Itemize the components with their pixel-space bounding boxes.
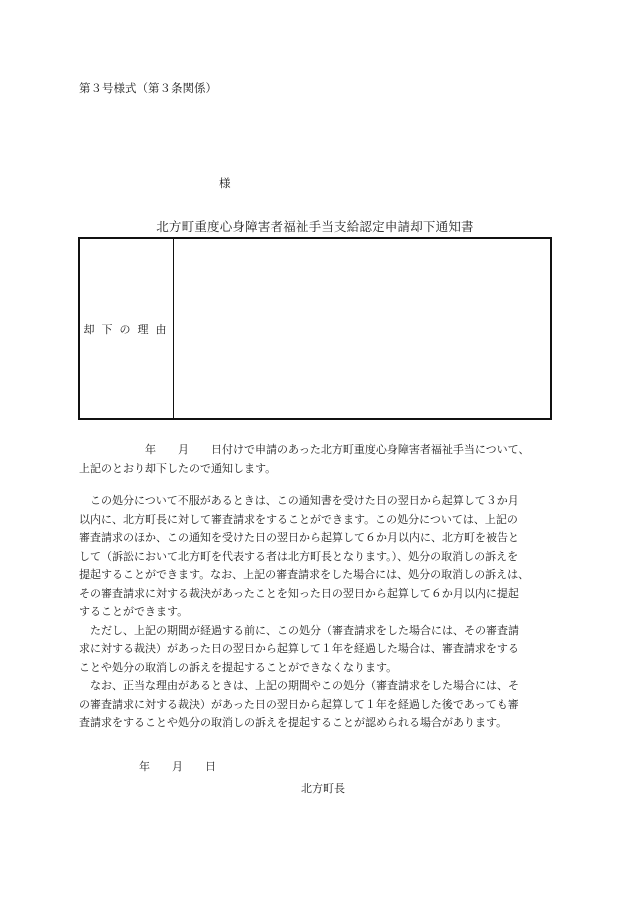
instruction-line: して（訴訟において北方町を代表する者は北方町長となります。）、処分の取消しの訴えを	[79, 549, 519, 563]
appeal-instructions	[79, 492, 557, 733]
instruction-line: この処分について不服があるときは、この通知書を受けた日の翌日から起算して３か月	[79, 494, 519, 507]
addressee-suffix: 様	[219, 176, 231, 190]
instruction-line: 以内に、北方町長に対して審査請求をすることができます。この処分については、上記の	[79, 512, 518, 526]
instruction-line: 求に対する裁決）があった日の翌日から起算して１年を経過した場合は、審査請求をする	[79, 642, 519, 655]
rejection-reason-value	[174, 239, 550, 418]
issue-date: 年 月 日	[139, 760, 216, 773]
issuer-name: 北方町長	[301, 782, 345, 795]
notice-line: 年 月 日付けで申請のあった北方町重度心身障害者福祉手当について、	[79, 443, 530, 456]
instruction-line: なお、正当な理由があるときは、上記の期間やこの処分（審査請求をした場合には、そ	[79, 679, 519, 692]
notice-paragraph	[79, 441, 557, 478]
form-number: 第３号様式（第３条関係）	[79, 81, 217, 95]
instruction-line: その審査請求に対する裁決があったことを知った日の翌日から起算して６か月以内に提起	[79, 586, 519, 600]
rejection-reason-table	[78, 237, 552, 420]
document-title: 北方町重度心身障害者福祉手当支給認定申請却下通知書	[156, 219, 474, 234]
instruction-line: ことや処分の取消しの訴えを提起することができなくなります。	[79, 660, 398, 674]
instruction-line: 査請求をすることや処分の取消しの訴えを提起することが認められる場合があります。	[79, 716, 508, 729]
instruction-line: 提起することができます。なお、上記の審査請求をした場合には、処分の取消しの訴えは、	[79, 568, 530, 581]
instruction-line: の審査請求に対する裁決）があった日の翌日から起算して１年を経過した後であっても審	[79, 697, 519, 711]
rejection-reason-label: 却下の理由	[80, 239, 174, 418]
instruction-line: 審査請求のほか、この通知を受けた日の翌日から起算して６か月以内に、北方町を被告と	[79, 531, 519, 544]
instruction-line: することができます。	[79, 605, 189, 618]
notice-line: 上記のとおり却下したので通知します。	[79, 461, 277, 475]
instruction-line: ただし、上記の期間が経過する前に、この処分（審査請求をした場合には、その審査請	[79, 623, 519, 637]
